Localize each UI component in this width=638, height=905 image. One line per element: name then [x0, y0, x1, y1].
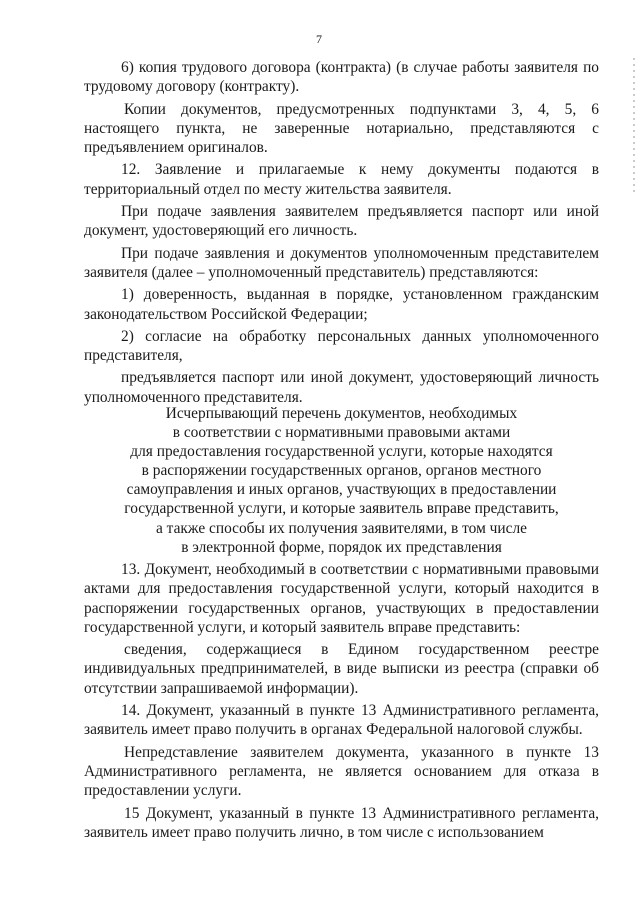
paragraph: Копии документов, предусмотренных подпунктами 3, 4, 5, 6 настоящего пункта, не заверенные нотариально, представляются с предъявлением оригиналов.: [84, 100, 599, 157]
heading-line: в распоряжении государственных органов, органов местного: [141, 462, 542, 480]
paragraph: предъявляется паспорт или иной документ, удостоверяющий личность уполномоченного представителя.: [84, 369, 599, 406]
heading-line: Исчерпывающий перечень документов, необходимых: [165, 405, 518, 422]
paragraph: 15 Документ, указанный в пункте 13 Административного регламента, заявитель имеет право получить лично, в том числе с использованием: [84, 804, 599, 841]
list-item: 2) согласие на обработку персональных данных уполномоченного представителя,: [84, 327, 599, 365]
heading-line: в электронной форме, порядок их представления: [181, 538, 502, 556]
section-a: [84, 58, 599, 410]
list-item: 1) доверенность, выданная в порядке, установленном гражданским законодательством Российской Федерации;: [84, 286, 599, 323]
paragraph: 14. Документ, указанный в пункте 13 Административного регламента, заявитель имеет право получить в органах Федеральной налоговой службы.: [84, 702, 599, 739]
section-b: [84, 560, 599, 845]
paragraph: сведения, содержащиеся в Едином государственном реестре индивидуальных предпринимателей, в виде выписки из реестра (справки об отсутствии запрашиваемой информации).: [84, 641, 599, 697]
section-heading: [84, 404, 599, 557]
paragraph: При подаче заявления и документов уполномоченным представителем заявителя (далее – уполномоченный представитель) представляются:: [84, 244, 599, 281]
page-number: 7: [316, 32, 322, 46]
heading-line: государственной услуги, и которые заявитель вправе представить,: [124, 500, 559, 518]
scan-edge-marks: [633, 56, 635, 196]
heading-line: для предоставления государственной услуги, которые находятся: [130, 443, 553, 461]
paragraph: 6) копия трудового договора (контракта) (в случае работы заявителя по трудовому договору (контракту).: [84, 59, 599, 96]
heading-line: а также способы их получения заявителями, в том числе: [156, 519, 527, 537]
paragraph: 13. Документ, необходимый в соответствии с нормативными правовыми актами для предоставления государственной услуги, который находится в распоряжении государственных органов, участвующих в предоставлении государственной услуги, и который заявитель вправе представить:: [84, 561, 599, 636]
paragraph: 12. Заявление и прилагаемые к нему документы подаются в территориальный отдел по месту жительства заявителя.: [84, 161, 599, 198]
heading-line: самоуправления и иных органов, участвующих в предоставлении: [126, 481, 557, 499]
heading-line: в соответствии с нормативными правовыми актами: [172, 424, 511, 442]
paragraph: Непредставление заявителем документа, указанного в пункте 13 Административного регламента, не является основанием для отказа в предоставлении услуги.: [84, 743, 599, 800]
paragraph: При подаче заявления заявителем предъявляется паспорт или иной документ, удостоверяющий его личность.: [84, 203, 599, 240]
